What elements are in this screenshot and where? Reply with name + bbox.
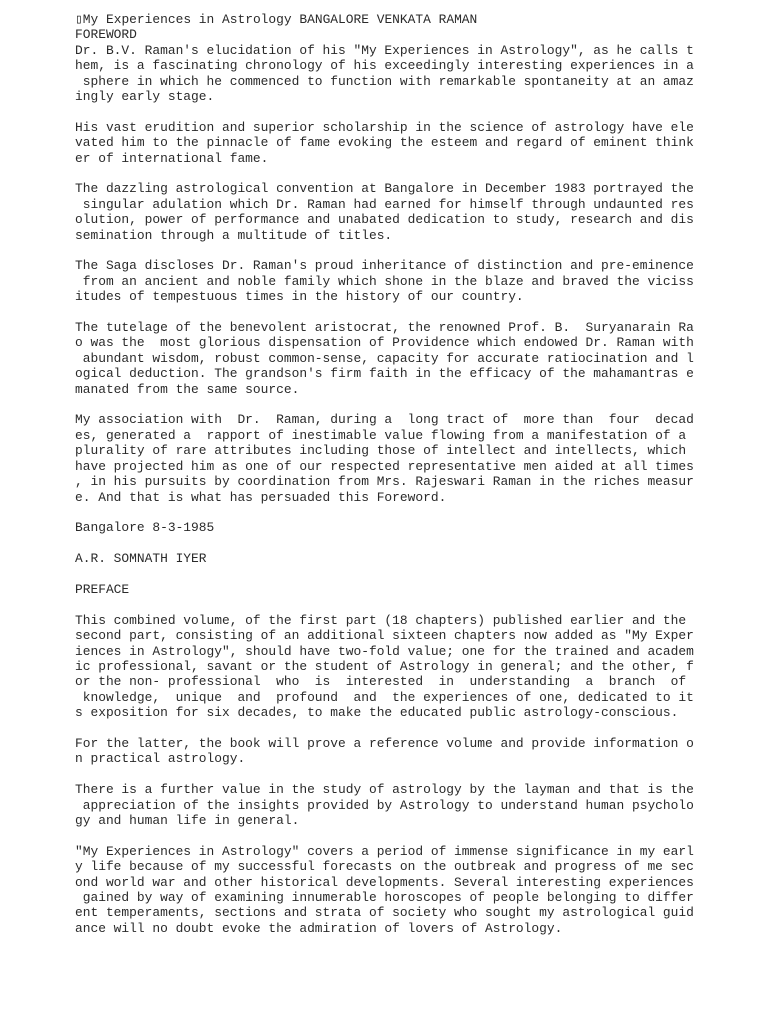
- foreword-signature: A.R. SOMNATH IYER: [75, 551, 207, 567]
- foreword-paragraph-6: My association with Dr. Raman, during a long tract of more than four decad es, generated a rapport of inestimable value flowing from a manifestation of a plurality of rare attributes including those of intellect and intellects, which have projected him as one of our respected representative men aided at all times , in his pursuits by coordination from Mrs. Rajeswari Raman in the riches measur e. And that is what has persuaded this Foreword.: [75, 412, 694, 505]
- foreword-paragraph-5: The tutelage of the benevolent aristocrat, the renowned Prof. B. Suryanarain Ra o was the most glorious dispensation of Providence which endowed Dr. Raman with abundant wisdom, robust common-sense, capacity for accurate ratiocination and l ogical deduction. The grandson's firm faith in the efficacy of the mahamantras e manated from the same source.: [75, 320, 694, 397]
- foreword-date: Bangalore 8-3-1985: [75, 520, 215, 536]
- preface-paragraph-2: For the latter, the book will prove a reference volume and provide information o n practical astrology.: [75, 735, 694, 767]
- foreword-paragraph-3: The dazzling astrological convention at Bangalore in December 1983 portrayed the singular adulation which Dr. Raman had earned for himself through undaunted res olution, power of performance and unabated dedication to study, research and dis semination through a multitude of titles.: [75, 181, 694, 243]
- foreword-paragraph-2: His vast erudition and superior scholarship in the science of astrology have ele vated him to the pinnacle of fame evoking the esteem and regard of eminent think er of international fame.: [75, 119, 694, 166]
- preface-heading: PREFACE: [75, 581, 130, 597]
- preface-paragraph-4: "My Experiences in Astrology" covers a period of immense significance in my earl y life because of my successful forecasts on the outbreak and progress of me sec ond world war and other historical developments. Several interesting experiences gained by way of examining innumerable horoscopes of people belonging to differ ent temperaments, sections and strata of society who sought my astrological guid ance will no doubt evoke the admiration of lovers of Astrology.: [75, 843, 694, 936]
- preface-paragraph-1: This combined volume, of the first part (18 chapters) published earlier and the second part, consisting of an additional sixteen chapters now added as "My Exper iences in Astrology", should have two-fold value; one for the trained and academ ic professional, savant or the student of Astrology in general; and the other, f or the non- professional who is interested in understanding a branch of knowledge, unique and profound and the experiences of one, dedicated to it s exposition for six decades, to make the educated public astrology-conscious.: [75, 612, 694, 721]
- document-text: [75, 12, 694, 936]
- preface-paragraph-3: There is a further value in the study of astrology by the layman and that is the appreciation of the insights provided by Astrology to understand human psycholo gy and human life in general.: [75, 782, 694, 828]
- foreword-heading: FOREWORD: [75, 27, 137, 43]
- foreword-paragraph-4: The Saga discloses Dr. Raman's proud inheritance of distinction and pre-eminence from an ancient and noble family which shone in the blaze and braved the viciss itudes of tempestuous times in the history of our country.: [75, 258, 694, 305]
- foreword-paragraph-1: Dr. B.V. Raman's elucidation of his "My Experiences in Astrology", as he calls t hem, is a fascinating chronology of his exceedingly interesting experiences in a sphere in which he commenced to function with remarkable spontaneity at an amaz ingly early stage.: [75, 42, 694, 105]
- document-title: ▯My Experiences in Astrology BANGALORE VENKATA RAMAN: [75, 12, 478, 27]
